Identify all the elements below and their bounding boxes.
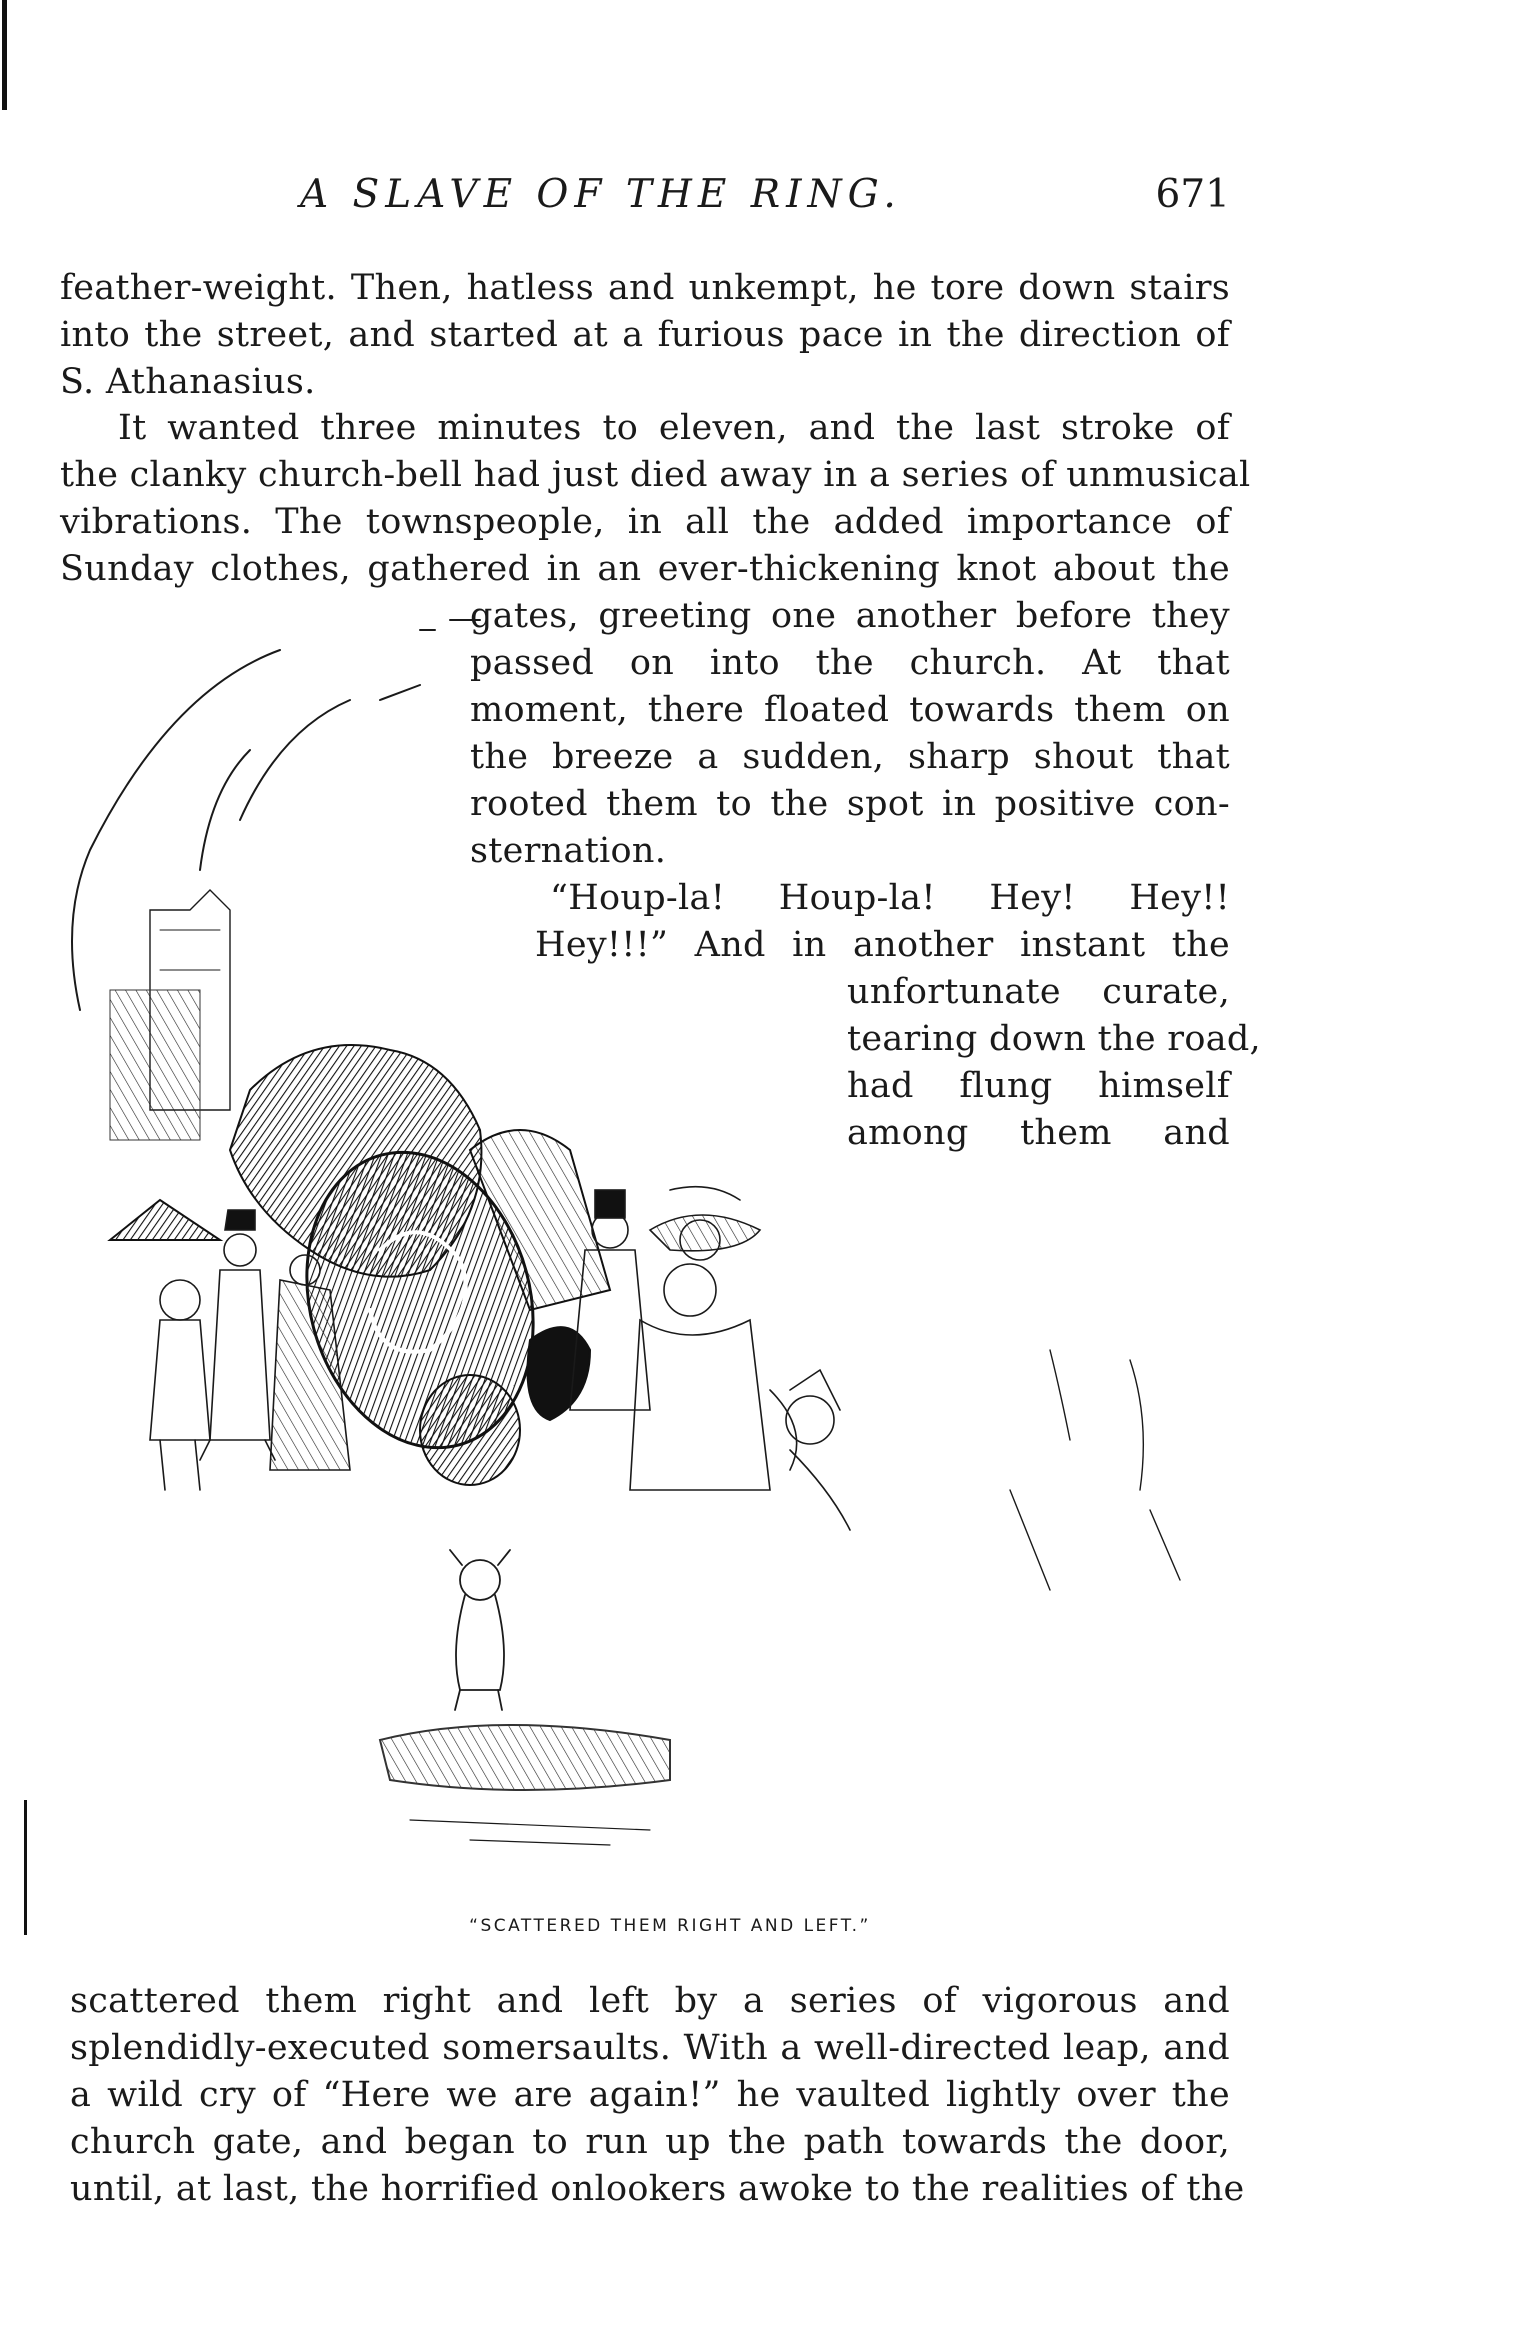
book-title-header: A SLAVE OF THE RING. xyxy=(300,172,902,217)
text-line: scattered them right and left by a series of vigorous and xyxy=(70,1981,1230,2021)
ground-shadow xyxy=(380,1725,670,1790)
text-line: Hey!!!” And in another instant the xyxy=(535,925,1230,965)
text-line: until, at last, the horrified onlookers awoke to the realities of the xyxy=(70,2169,1245,2209)
motion-arc xyxy=(72,650,280,1010)
text-line: vibrations. The townspeople, in all the added importance of xyxy=(60,502,1230,542)
text-line: Sunday clothes, gathered in an ever-thickening knot about the xyxy=(60,549,1230,589)
scan-edge-mark-bottom xyxy=(24,1800,27,1935)
text-line: rooted them to the spot in positive con- xyxy=(470,784,1230,824)
text-line: into the street, and started at a furious pace in the direction of xyxy=(60,315,1230,355)
text-line: church gate, and began to run up the path towards the door, xyxy=(70,2122,1230,2162)
text-line: feather-weight. Then, hatless and unkempt, he tore down stairs xyxy=(60,268,1230,308)
text-line: among them and xyxy=(847,1113,1230,1153)
text-line: gates, greeting one another before they xyxy=(470,596,1230,636)
text-line: moment, there floated towards them on xyxy=(470,690,1230,730)
scan-edge-mark-top xyxy=(2,0,7,110)
text-line: a wild cry of “Here we are again!” he vaulted lightly over the xyxy=(70,2075,1230,2115)
flying-hat xyxy=(528,1327,591,1420)
text-line: the clanky church-bell had just died away in a series of unmusical xyxy=(60,455,1251,495)
text-line: tearing down the road, xyxy=(847,1019,1261,1059)
page-number: 671 xyxy=(1155,172,1230,217)
running-head xyxy=(300,172,1230,232)
text-line: splendidly-executed somersaults. With a well-directed leap, and xyxy=(70,2028,1230,2068)
lady-hat xyxy=(650,1215,760,1251)
illustration-curate-somersault xyxy=(50,590,1300,1910)
text-line: the breeze a sudden, sharp shout that xyxy=(470,737,1230,777)
text-line: sternation. xyxy=(470,831,667,871)
crowd-right xyxy=(570,1187,850,1530)
small-dog xyxy=(450,1550,510,1710)
text-line: “Houp-la! Houp-la! Hey! Hey!! xyxy=(550,878,1230,918)
illustration-caption: “SCATTERED THEM RIGHT AND LEFT.” xyxy=(469,1916,871,1936)
text-line: S. Athanasius. xyxy=(60,362,316,402)
text-line: passed on into the church. At that xyxy=(470,643,1230,683)
text-line: unfortunate curate, xyxy=(847,972,1230,1012)
text-line: It wanted three minutes to eleven, and the last stroke of xyxy=(118,408,1230,448)
text-line: had flung himself xyxy=(847,1066,1230,1106)
